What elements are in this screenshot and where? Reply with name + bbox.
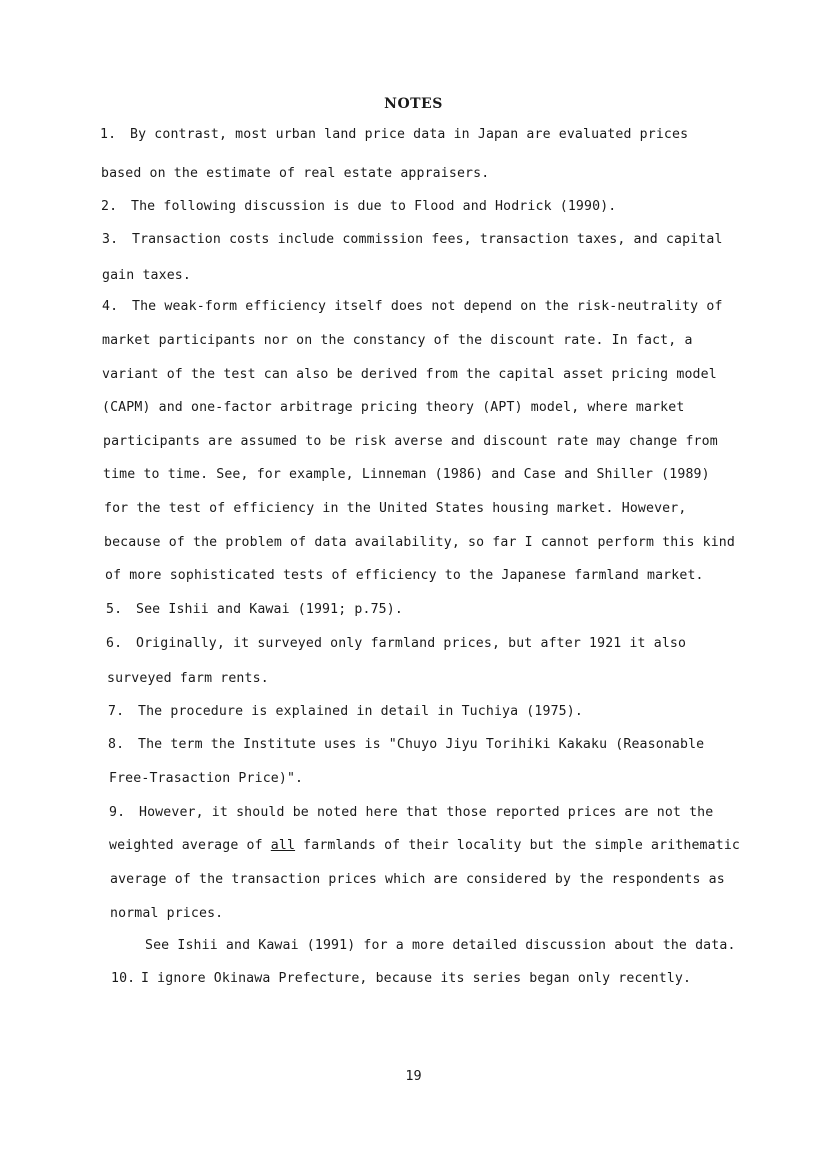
note-4-text: The weak-form efficiency itself does not depend on the risk-neutrality of — [132, 299, 723, 314]
note-4-number: 4. — [102, 299, 119, 314]
note-6-line-1 — [106, 636, 686, 652]
note-4-line-6: time to time. See, for example, Linneman (1986) and Case and Shiller (1989) — [103, 467, 710, 482]
note-7-text: The procedure is explained in detail in Tuchiya (1975). — [138, 704, 583, 719]
note-9-line-4: normal prices. — [110, 906, 224, 921]
note-10-line-1 — [111, 971, 691, 987]
note-6-number: 6. — [106, 636, 123, 651]
note-7-line-1 — [108, 704, 583, 720]
note-1-line-1 — [100, 127, 688, 143]
note-8-line-2: Free-Trasaction Price)". — [109, 771, 304, 786]
note-8-line-1 — [108, 737, 704, 753]
note-4-line-1 — [102, 299, 723, 315]
note-6-line-2: surveyed farm rents. — [107, 671, 269, 686]
page-number: 19 — [405, 1068, 422, 1084]
note-3-text: Transaction costs include commission fees, transaction taxes, and capital — [132, 232, 723, 247]
note-8-text: The term the Institute uses is "Chuyo Jiyu Torihiki Kakaku (Reasonable — [138, 737, 705, 752]
note-1-line-2: based on the estimate of real estate appraisers. — [101, 166, 490, 181]
note-1-text: By contrast, most urban land price data in Japan are evaluated prices — [130, 127, 689, 142]
note-9-line-2-start: weighted average of — [109, 838, 271, 853]
note-3-line-1 — [102, 232, 723, 248]
note-9-line-3: average of the transaction prices which are considered by the respondents as — [110, 872, 725, 887]
note-9-line-2 — [109, 838, 740, 854]
note-3-number: 3. — [102, 232, 119, 247]
note-8-number: 8. — [108, 737, 125, 752]
note-1-number: 1. — [100, 127, 117, 142]
note-5-text: See Ishii and Kawai (1991; p.75). — [136, 602, 403, 617]
note-7-number: 7. — [108, 704, 125, 719]
note-6-text: Originally, it surveyed only farmland prices, but after 1921 it also — [136, 636, 687, 651]
note-4-line-3: variant of the test can also be derived from the capital asset pricing model — [102, 367, 717, 382]
note-3-line-2: gain taxes. — [102, 268, 191, 283]
note-4-line-8: because of the problem of data availability, so far I cannot perform this kind — [104, 535, 735, 550]
note-10-number: 10. — [111, 971, 136, 986]
note-9-number: 9. — [109, 805, 126, 820]
note-2-text: The following discussion is due to Flood and Hodrick (1990). — [131, 199, 617, 214]
note-9-line-1 — [109, 805, 713, 821]
note-2-number: 2. — [101, 199, 118, 214]
note-5-number: 5. — [106, 602, 123, 617]
note-5-line-1 — [106, 602, 403, 618]
note-4-line-2: market participants nor on the constancy of the discount rate. In fact, a — [102, 333, 693, 348]
page-title: NOTES — [384, 96, 443, 112]
note-10-text: I ignore Okinawa Prefecture, because its series began only recently. — [141, 971, 692, 986]
note-9-line-2-end: farmlands of their locality but the simple arithematic — [295, 838, 741, 853]
note-4-line-5: participants are assumed to be risk averse and discount rate may change from — [103, 434, 718, 449]
note-9-line-5: See Ishii and Kawai (1991) for a more detailed discussion about the data. — [145, 938, 736, 953]
note-4-line-9: of more sophisticated tests of efficiency to the Japanese farmland market. — [105, 568, 704, 583]
note-4-line-4: (CAPM) and one-factor arbitrage pricing theory (APT) model, where market — [102, 400, 685, 415]
note-2-line-1 — [101, 199, 616, 215]
note-9-text: However, it should be noted here that those reported prices are not the — [139, 805, 714, 820]
note-9-emphasis-all: all — [270, 838, 296, 853]
note-4-line-7: for the test of efficiency in the United States housing market. However, — [104, 501, 687, 516]
